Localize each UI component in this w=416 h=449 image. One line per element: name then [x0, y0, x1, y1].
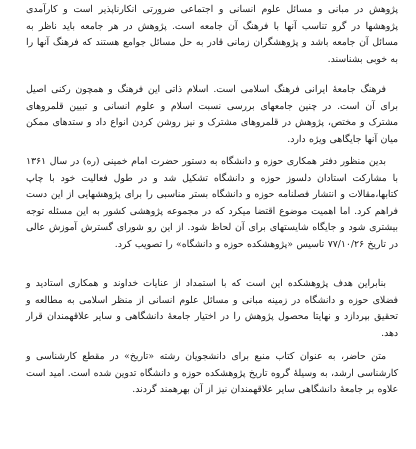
paragraph-culture: فرهنگ جامعهٔ ایرانی فرهنگ اسلامی است. اسلام ذاتی این فرهنگ و همچون رکنی اصیل برای آن است. در چنین جامعهای بررسی نسبت اسلام و علوم انسانی و تبیین قلمروهای مشترک و مختص، پژوهش در قلمروهای مشترک و نیز روشن کردن انواع داد و ستدهای ممکن میان آنها جایگاهی ویژه دارد.: [26, 84, 398, 145]
paragraph-intro: پژوهش در مبانی و مسائل علوم انسانی و اجتماعی ضرورتی انکارناپذیر است و کارآمدی پژوهشها در گرو تناسب آنها با فرهنگ آن جامعه است. پژوهش در هر جامعه باید ناظر به مسائل آن جامعه باشد و پژوهشگران زمانی قادر به حل مسائل جوامع هستند که فرهنگ آنها را به خوبی بشناسند.: [26, 4, 398, 65]
paragraph-goal: بنابراین هدف پژوهشکده این است که با استمداد از عنایات خداوند و همکاری استادید و فضلای حوزه و دانشگاه در زمینه مبانی و مسائل علوم انسانی از منظر اسلامی به مطالعه و تحقیق بپردازد و نهایتا محصول پژوهش را در اختیار جامعهٔ دانشگاهی و سایر علاقهمندان قرار دهد.: [26, 278, 398, 339]
document-page: [26, 0, 398, 449]
paragraph-book: متن حاضر، به عنوان کتاب منبع برای دانشجویان رشته «تاریخ» در مقطع کارشناسی و کارشناسی ارشد، به وسیلهٔ گروه تاریخ پژوهشکده حوزه و دانشگاه تدوین شده است. امید است علاوه بر جامعهٔ دانشگاهی سایر علاقهمندان نیز از آن بهرهمند گردند.: [26, 351, 398, 396]
paragraph-history: بدین منظور دفتر همکاری حوزه و دانشگاه به دستور حضرت امام خمینی (ره) در سال ۱۳۶۱ با مشارکت استادان دلسوز حوزه و دانشگاه تشکیل شد و در طول فعالیت خود با چاپ کتابها،مقالات و انتشار فصلنامه حوزه و دانشگاه بستر مناسبی را برای پژوهشهایی از این دست فراهم کرد. اما اهمیت موضوع اقتضا میکرد که در مجموعه پژوهشی کشور به این مسئله توجه بیشتری شود و جایگاه شایستهای برای آن لحاظ شود. از این رو شورای گسترش آموزش عالی در تاریخ ۷۷/۱۰/۲۶ تاسیس «پژوهشکده حوزه و دانشگاه» را تصویب کرد.: [26, 156, 398, 250]
